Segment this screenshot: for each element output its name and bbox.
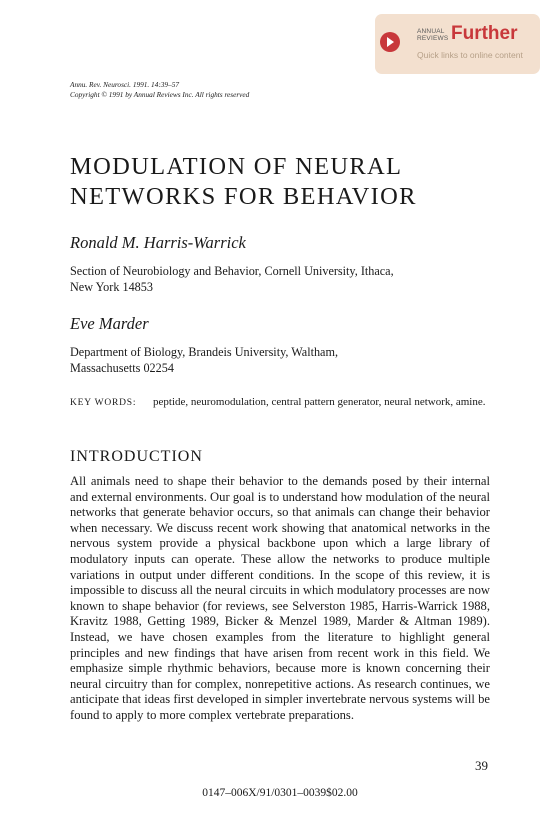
journal-citation: Annu. Rev. Neurosci. 1991. 14:39–57: [70, 80, 180, 89]
badge-brand-line2: REVIEWS: [417, 35, 449, 42]
badge-brand-line1: ANNUAL: [417, 28, 445, 35]
author-affiliation-1: [70, 263, 500, 295]
introduction-paragraph: All animals need to shape their behavior to the demands posed by their internal and external environments. Our goal is to understand how modulation of the neural networks that generate behavior occurs, so that animals can change their behavior when necessary. We discuss recent work showing that anatomical networks in the nervous system provide a physical backbone upon which a large library of modulatory inputs can operate. These allow the networks to produce multiple variations in output under different conditions. In the scope of this review, it is impossible to discuss all the neural circuits in which modulatory processes are now known to shape behavior (for reviews, see Selverston 1985, Harris-Warrick 1988, Kravitz 1988, Getting 1989, Bicker & Menzel 1989, Marder & Altman 1989). Instead, we have chosen examples from the literature to highlight general principles and new findings that have arisen from recent work in this field. We emphasize simple rhythmic behaviors, because more is known concerning their neural circuitry than for complex, nonrepetitive actions. As research continues, we anticipate that ideas first developed in simpler invertebrate nervous systems will be found to apply to more complex vertebrate preparations.: [70, 474, 490, 722]
article-title: [70, 152, 500, 212]
affiliation-2-line-2: Massachusetts 02254: [70, 361, 174, 375]
section-heading-introduction: INTRODUCTION: [70, 448, 203, 465]
page-number: 39: [475, 758, 488, 773]
affiliation-1-line-2: New York 14853: [70, 280, 153, 294]
author-name-1: Ronald M. Harris-Warrick: [70, 233, 246, 252]
play-arrow-icon[interactable]: [380, 32, 400, 52]
footer-code: 0147–006X/91/0301–0039$02.00: [202, 787, 358, 799]
affiliation-2-line-1: Department of Biology, Brandeis University, Waltham,: [70, 345, 338, 359]
annual-reviews-further-badge[interactable]: [375, 14, 540, 74]
journal-copyright: Copyright © 1991 by Annual Reviews Inc. All rights reserved: [70, 90, 250, 99]
title-line-2: NETWORKS FOR BEHAVIOR: [70, 183, 417, 210]
title-line-1: MODULATION OF NEURAL: [70, 153, 403, 180]
badge-further-word[interactable]: Further: [451, 23, 518, 44]
affiliation-1-line-1: Section of Neurobiology and Behavior, Cornell University, Ithaca,: [70, 264, 394, 278]
keywords-text: peptide, neuromodulation, central pattern generator, neural network, amine.: [153, 396, 486, 408]
journal-citation-block: [70, 80, 249, 100]
author-affiliation-2: [70, 344, 500, 376]
badge-tagline[interactable]: Quick links to online content: [417, 50, 523, 60]
keywords-label: KEY WORDS:: [70, 398, 137, 408]
author-name-2: Eve Marder: [70, 314, 149, 333]
